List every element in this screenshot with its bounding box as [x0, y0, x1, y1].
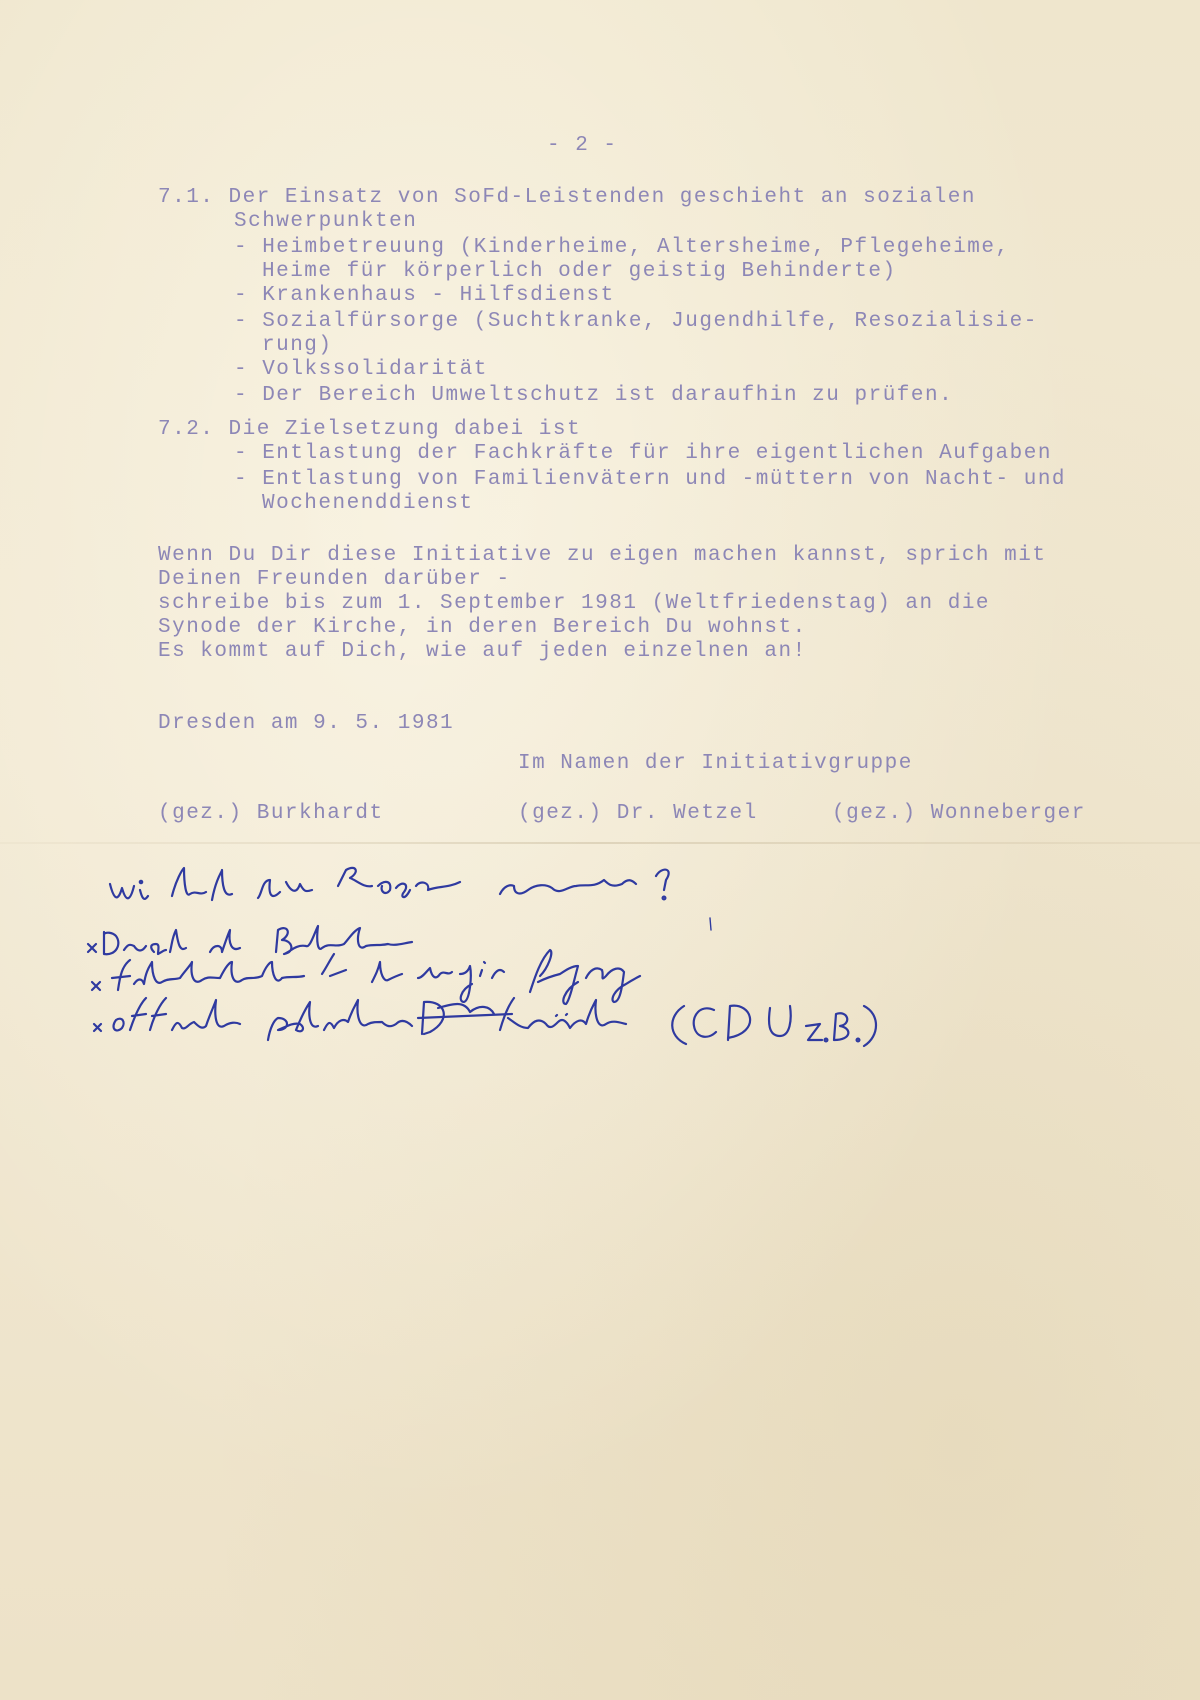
- list-item: - Entlastung von Familienvätern und -müttern von Nacht- und: [234, 468, 1067, 491]
- list-item: rung): [262, 334, 333, 357]
- handwritten-question: [110, 868, 669, 900]
- appeal-line: Deinen Freunden darüber -: [158, 568, 511, 591]
- appeal-line: Wenn Du Dir diese Initiative zu eigen machen kannst, sprich mit: [158, 544, 1047, 567]
- page-number: - 2 -: [547, 134, 618, 157]
- section-7-1-heading: 7.1. Der Einsatz von SoFd-Leistenden geschieht an sozialen: [158, 186, 976, 209]
- handwritten-note-kanaele: [94, 998, 876, 1046]
- place-date: Dresden am 9. 5. 1981: [158, 712, 455, 735]
- list-item: - Krankenhaus - Hilfsdienst: [234, 284, 615, 307]
- handwritten-note-friedensbereitschaft: [92, 950, 640, 1004]
- list-item: - Volkssolidarität: [234, 358, 488, 381]
- list-item: - Heimbetreuung (Kinderheime, Altersheime, Pflegeheime,: [234, 236, 1010, 259]
- signature-wonneberger: (gez.) Wonneberger: [832, 802, 1086, 825]
- list-item: - Der Bereich Umweltschutz ist daraufhin zu prüfen.: [234, 384, 954, 407]
- appeal-line: Es kommt auf Dich, wie auf jeden einzelnen an!: [158, 640, 807, 663]
- handwritten-note-druck: [88, 926, 412, 954]
- appeal-line: Synode der Kirche, in deren Bereich Du wohnst.: [158, 616, 807, 639]
- appeal-line: schreibe bis zum 1. September 1981 (Weltfriedenstag) an die: [158, 592, 991, 615]
- list-item: Wochenenddienst: [262, 492, 474, 515]
- section-7-1-heading-cont: Schwerpunkten: [234, 210, 418, 233]
- on-behalf-line: Im Namen der Initiativgruppe: [518, 752, 913, 775]
- signature-burkhardt: (gez.) Burkhardt: [158, 802, 384, 825]
- signature-wetzel: (gez.) Dr. Wetzel: [518, 802, 758, 825]
- list-item: - Sozialfürsorge (Suchtkranke, Jugendhilfe, Resozialisie-: [234, 310, 1038, 333]
- section-7-2-heading: 7.2. Die Zielsetzung dabei ist: [158, 418, 582, 441]
- list-item: Heime für körperlich oder geistig Behinderte): [262, 260, 897, 283]
- list-item: - Entlastung der Fachkräfte für ihre eigentlichen Aufgaben: [234, 442, 1052, 465]
